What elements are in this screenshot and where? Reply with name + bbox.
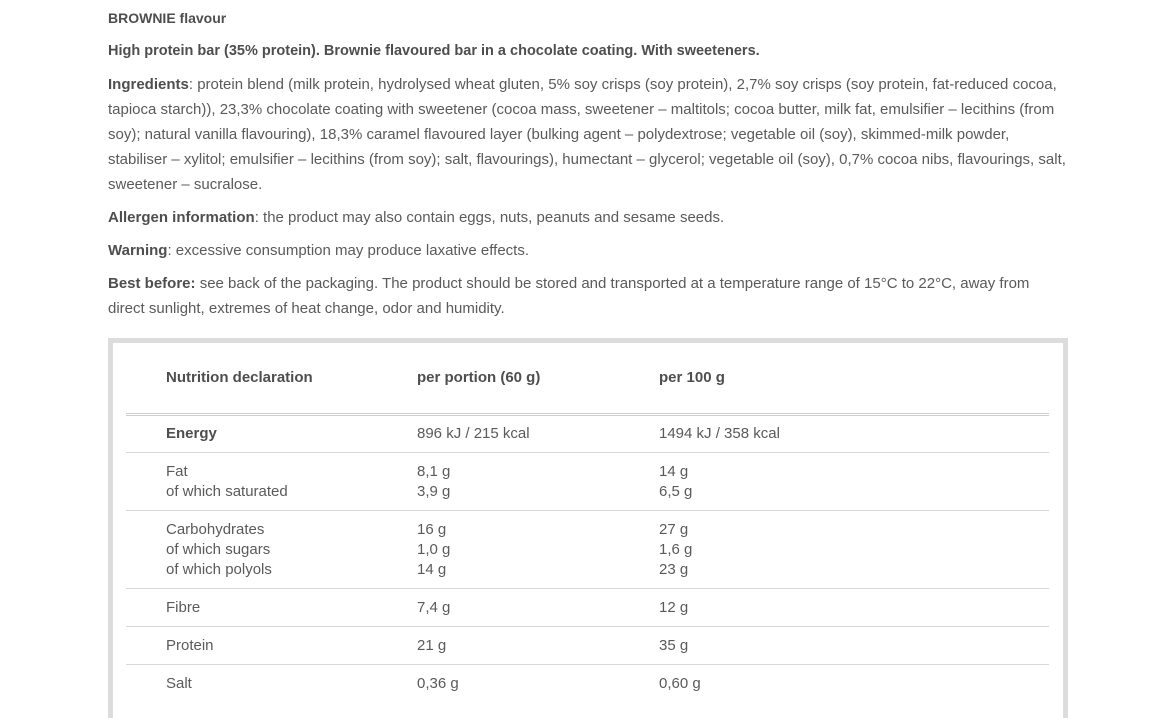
per-portion-value-line: 3,9 g: [417, 483, 451, 500]
table-row: [126, 626, 1049, 664]
warning-text: : excessive consumption may produce laxative effects.: [167, 242, 530, 259]
warning-paragraph: [108, 238, 1068, 263]
per-100g-value-line: 14 g: [659, 463, 689, 480]
per-100g-value-line: 12 g: [659, 599, 689, 616]
nutrient-name: [126, 462, 417, 502]
per-100g-value-line: 23 g: [659, 561, 689, 578]
header-per-100g: per 100 g: [659, 369, 725, 386]
per-portion-value: [377, 462, 659, 502]
nutrient-name-line: Fibre: [166, 599, 201, 616]
per-portion-value: [377, 520, 659, 580]
product-lead: High protein bar (35% protein). Brownie flavoured bar in a chocolate coating. With sweeteners.: [108, 43, 760, 59]
nutrient-name-line: of which saturated: [166, 483, 288, 500]
table-row: [126, 415, 1049, 452]
nutrient-name-line: of which polyols: [166, 561, 272, 578]
nutrient-name-line: Energy: [166, 425, 217, 442]
nutrient-name: [126, 598, 417, 618]
nutrient-name: [126, 520, 417, 580]
ingredients-label: Ingredients: [108, 76, 189, 93]
per-100g-value-line: 1494 kJ / 358 kcal: [659, 425, 780, 442]
allergen-text: : the product may also contain eggs, nuts, peanuts and sesame seeds.: [254, 209, 725, 226]
per-100g-value-line: 27 g: [659, 521, 689, 538]
per-portion-value: [377, 598, 659, 618]
header-per-portion: per portion (60 g): [417, 369, 541, 386]
nutrient-name: [126, 636, 417, 656]
per-portion-value-line: 896 kJ / 215 kcal: [417, 425, 530, 442]
per-portion-value-line: 7,4 g: [417, 599, 451, 616]
per-portion-value-line: 16 g: [417, 521, 447, 538]
nutrition-table-frame: [108, 338, 1068, 718]
allergen-paragraph: [108, 205, 1068, 230]
per-100g-value-line: 0,60 g: [659, 675, 701, 692]
per-100g-value: [659, 636, 969, 656]
per-100g-value: [659, 520, 969, 580]
per-100g-value-line: 6,5 g: [659, 483, 693, 500]
best-before-paragraph: [108, 271, 1068, 321]
nutrition-table: [126, 343, 1049, 702]
per-portion-value: [377, 674, 659, 694]
nutrition-header-row: [126, 343, 1049, 414]
flavour-title: BROWNIE flavour: [108, 10, 227, 26]
table-row: [126, 588, 1049, 626]
product-description: [108, 6, 1068, 329]
nutrient-name-line: Fat: [166, 463, 188, 480]
nutrient-name: [126, 424, 417, 444]
per-portion-value-line: 14 g: [417, 561, 447, 578]
best-before-text: see back of the packaging. The product should be stored and transported at a temperature range of 15°C to 22°C, away from direct sunlight, extremes of heat change, odor and humidity.: [108, 275, 1030, 317]
table-row: [126, 510, 1049, 588]
nutrient-name-line: Protein: [166, 637, 214, 654]
header-declaration: Nutrition declaration: [166, 369, 313, 386]
nutrient-name-line: of which sugars: [166, 541, 271, 558]
per-portion-value: [377, 424, 659, 444]
per-portion-value-line: 1,0 g: [417, 541, 451, 558]
per-100g-value: [659, 674, 969, 694]
per-portion-value-line: 0,36 g: [417, 675, 459, 692]
allergen-label: Allergen information: [108, 209, 255, 226]
per-100g-value: [659, 424, 969, 444]
table-row: [126, 452, 1049, 510]
per-portion-value-line: 8,1 g: [417, 463, 451, 480]
table-row: [126, 664, 1049, 702]
ingredients-text: : protein blend (milk protein, hydrolysed wheat gluten, 5% soy crisps (soy protein), 2,7% soy crisps (soy protein, fat-reduced cocoa, tapioca starch)), 23,3% chocolate coating with sweetener (cocoa mass, sweetener – maltitols; cocoa butter, milk fat, emulsifier – lecithins (from soy); natural vanilla flavouring), 18,3% caramel flavoured layer (bulking agent – polydextrose; vegetable oil (soy), skimmed-milk powder, stabiliser – xylitol; emulsifier – lecithins (from soy); salt, flavourings), humectant – glycerol; vegetable oil (soy), 0,7% cocoa nibs, flavourings, salt, sweetener – sucralose.: [108, 76, 1066, 193]
per-100g-value-line: 35 g: [659, 637, 689, 654]
per-100g-value-line: 1,6 g: [659, 541, 693, 558]
per-100g-value: [659, 598, 969, 618]
nutrient-name-line: Salt: [166, 675, 192, 692]
best-before-label: Best before:: [108, 275, 196, 292]
per-portion-value: [377, 636, 659, 656]
ingredients-paragraph: [108, 72, 1068, 197]
nutrient-name: [126, 674, 417, 694]
per-portion-value-line: 21 g: [417, 637, 447, 654]
nutrient-name-line: Carbohydrates: [166, 521, 265, 538]
warning-label: Warning: [108, 242, 168, 259]
per-100g-value: [659, 462, 969, 502]
